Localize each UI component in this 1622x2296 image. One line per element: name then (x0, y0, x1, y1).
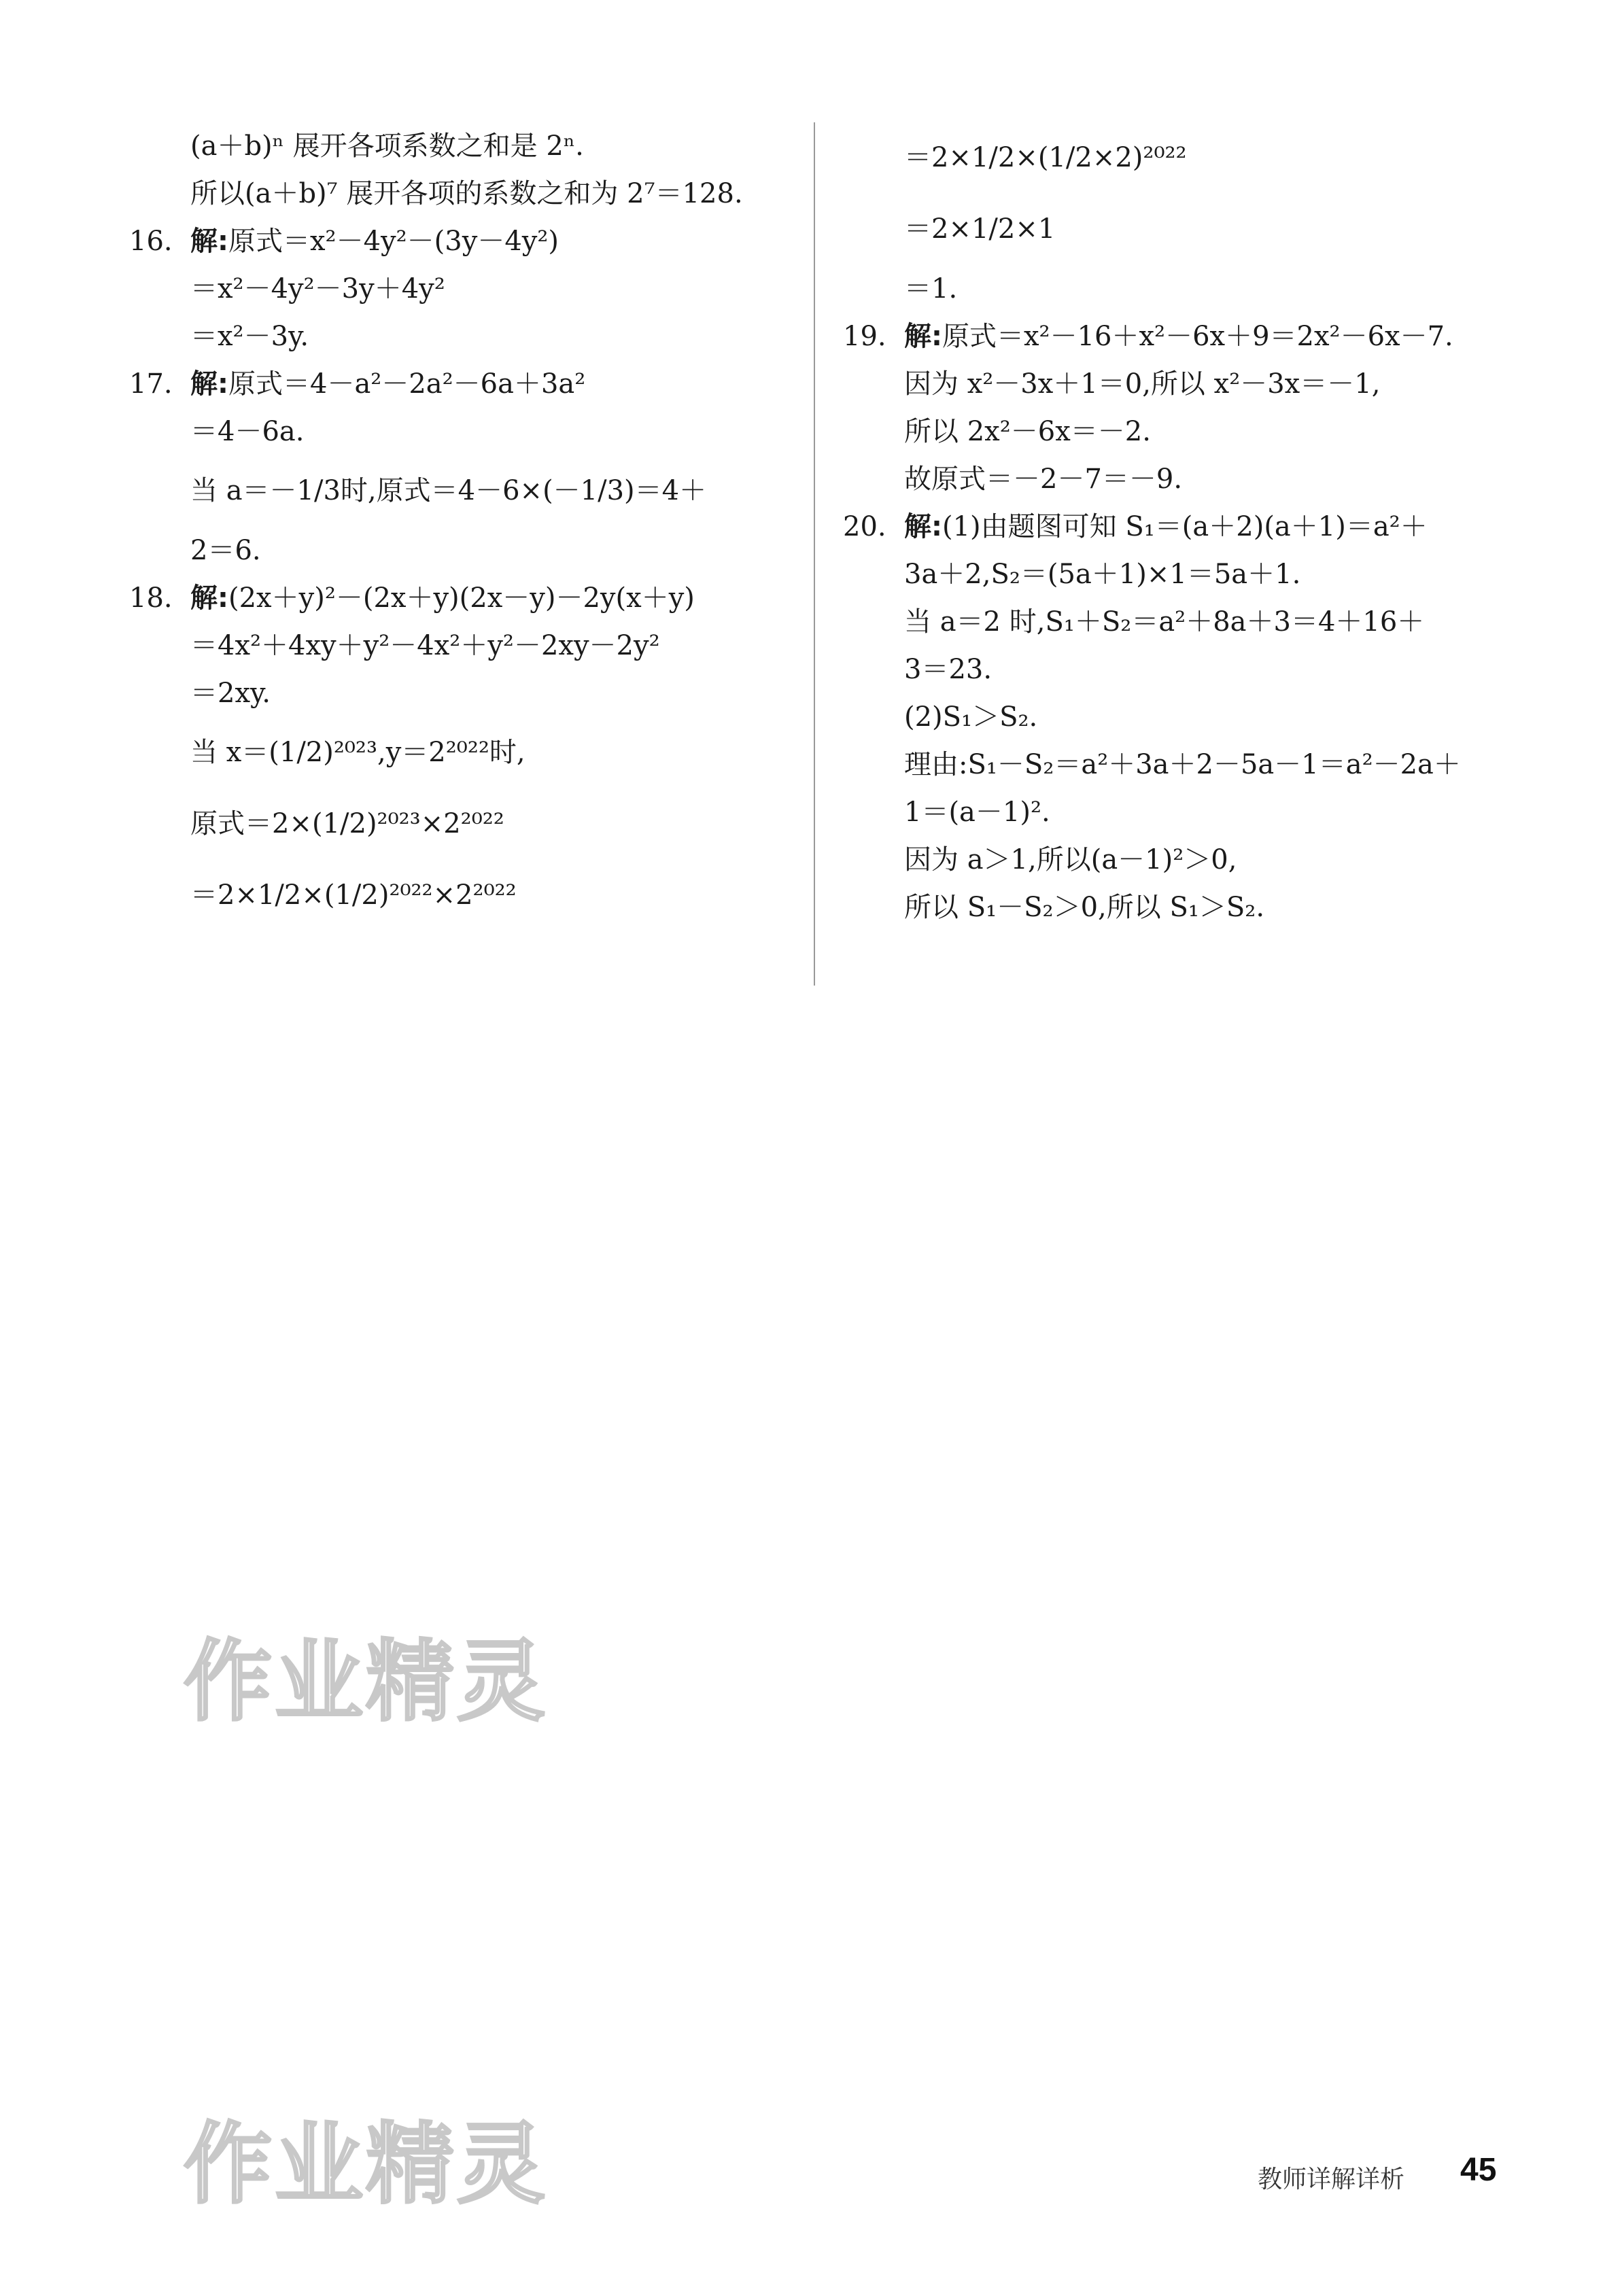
problem-number: 16. (129, 226, 173, 257)
solution-line (843, 884, 1523, 931)
solution-line (843, 741, 1523, 788)
math-text: 原式＝x²－16＋x²－6x＋9＝2x²－6x－7. (942, 321, 1453, 352)
solution-line (843, 646, 1523, 693)
math-text: 当 a＝2 时,S₁＋S₂＝a²＋8a＋3＝4＋16＋ (904, 606, 1425, 638)
solution-line (843, 693, 1523, 741)
solution-line (129, 669, 802, 717)
math-text: 因为 x²－3x＋1＝0,所以 x²－3x＝－1, (904, 368, 1381, 400)
math-text: (1)由题图可知 S₁＝(a＋2)(a＋1)＝a²＋ (942, 511, 1428, 542)
math-text: 1＝(a－1)². (904, 797, 1050, 828)
solution-line (843, 455, 1523, 503)
solution-label: 解: (904, 321, 942, 352)
solution-line (843, 360, 1523, 408)
problem-number: 19. (843, 321, 886, 352)
math-text: ＝4x²＋4xy＋y²－4x²＋y²－2xy－2y² (190, 630, 660, 661)
math-text: ＝4－6a. (190, 416, 305, 447)
math-text: ＝1. (904, 273, 958, 305)
problem-number: 17. (129, 368, 173, 400)
math-text: 当 x＝(1/2)²⁰²³,y＝2²⁰²²时, (190, 737, 525, 768)
solution-line (843, 598, 1523, 646)
math-text: ＝x²－4y²－3y＋4y² (190, 273, 445, 305)
math-text: 故原式＝－2－7＝－9. (904, 464, 1183, 495)
math-text: ＝2×1/2×(1/2)²⁰²²×2²⁰²² (190, 880, 517, 911)
watermark-top: 作业精灵 (184, 1630, 549, 1733)
problem-number: 20. (843, 511, 886, 542)
solution-line (843, 788, 1523, 836)
page-number: 45 (1460, 2152, 1497, 2188)
math-text: 因为 a＞1,所以(a－1)²＞0, (904, 844, 1237, 875)
solution-line (843, 265, 1523, 313)
solution-line (129, 122, 802, 170)
solution-line (129, 218, 802, 265)
math-text: 2＝6. (190, 535, 261, 566)
math-text: 所以(a＋b)⁷ 展开各项的系数之和为 2⁷＝128. (190, 178, 743, 209)
solution-line (129, 788, 802, 860)
math-text: 理由:S₁－S₂＝a²＋3a＋2－5a－1＝a²－2a＋ (904, 749, 1461, 780)
math-text: (2x＋y)²－(2x＋y)(2x－y)－2y(x＋y) (228, 582, 695, 614)
solution-line (843, 503, 1523, 551)
math-text: (2)S₁＞S₂. (904, 701, 1038, 733)
math-text: 所以 2x²－6x＝－2. (904, 416, 1151, 447)
solution-line (129, 170, 802, 218)
math-text: 3＝23. (904, 654, 993, 685)
problem-number: 18. (129, 582, 173, 614)
math-text: ＝x²－3y. (190, 321, 309, 352)
solution-line (843, 551, 1523, 598)
math-text: 3a＋2,S₂＝(5a＋1)×1＝5a＋1. (904, 559, 1301, 590)
solution-line (129, 455, 802, 527)
math-text: 原式＝2×(1/2)²⁰²³×2²⁰²² (190, 808, 504, 839)
solution-line (843, 313, 1523, 360)
left-column (129, 122, 802, 931)
math-text: ＝2×1/2×(1/2×2)²⁰²² (904, 142, 1187, 173)
column-divider (814, 122, 815, 986)
math-text: (a＋b)ⁿ 展开各项系数之和是 2ⁿ. (190, 131, 584, 162)
solution-label: 解: (190, 226, 228, 257)
solution-line (129, 360, 802, 408)
solution-line (129, 265, 802, 313)
watermark-bottom: 作业精灵 (184, 2112, 549, 2216)
solution-line (129, 574, 802, 622)
math-text: ＝2×1/2×1 (904, 213, 1056, 245)
solution-line (129, 622, 802, 669)
solution-line (129, 717, 802, 788)
solution-line (843, 122, 1523, 194)
solution-line (843, 194, 1523, 265)
math-text: 原式＝x²－4y²－(3y－4y²) (228, 226, 559, 257)
math-text: 所以 S₁－S₂＞0,所以 S₁＞S₂. (904, 892, 1265, 923)
solution-line (129, 860, 802, 931)
solution-line (129, 408, 802, 455)
solution-label: 解: (190, 582, 228, 614)
solution-label: 解: (904, 511, 942, 542)
solution-label: 解: (190, 368, 228, 400)
right-column (843, 122, 1523, 931)
solution-line (129, 527, 802, 574)
solution-line (843, 408, 1523, 455)
math-text: 原式＝4－a²－2a²－6a＋3a² (228, 368, 586, 400)
footer-label: 教师详解详析 (1258, 2165, 1405, 2193)
math-text: ＝2xy. (190, 678, 271, 709)
math-text: 当 a＝－1/3时,原式＝4－6×(－1/3)＝4＋ (190, 475, 707, 506)
solution-line (843, 836, 1523, 884)
solution-line (129, 313, 802, 360)
